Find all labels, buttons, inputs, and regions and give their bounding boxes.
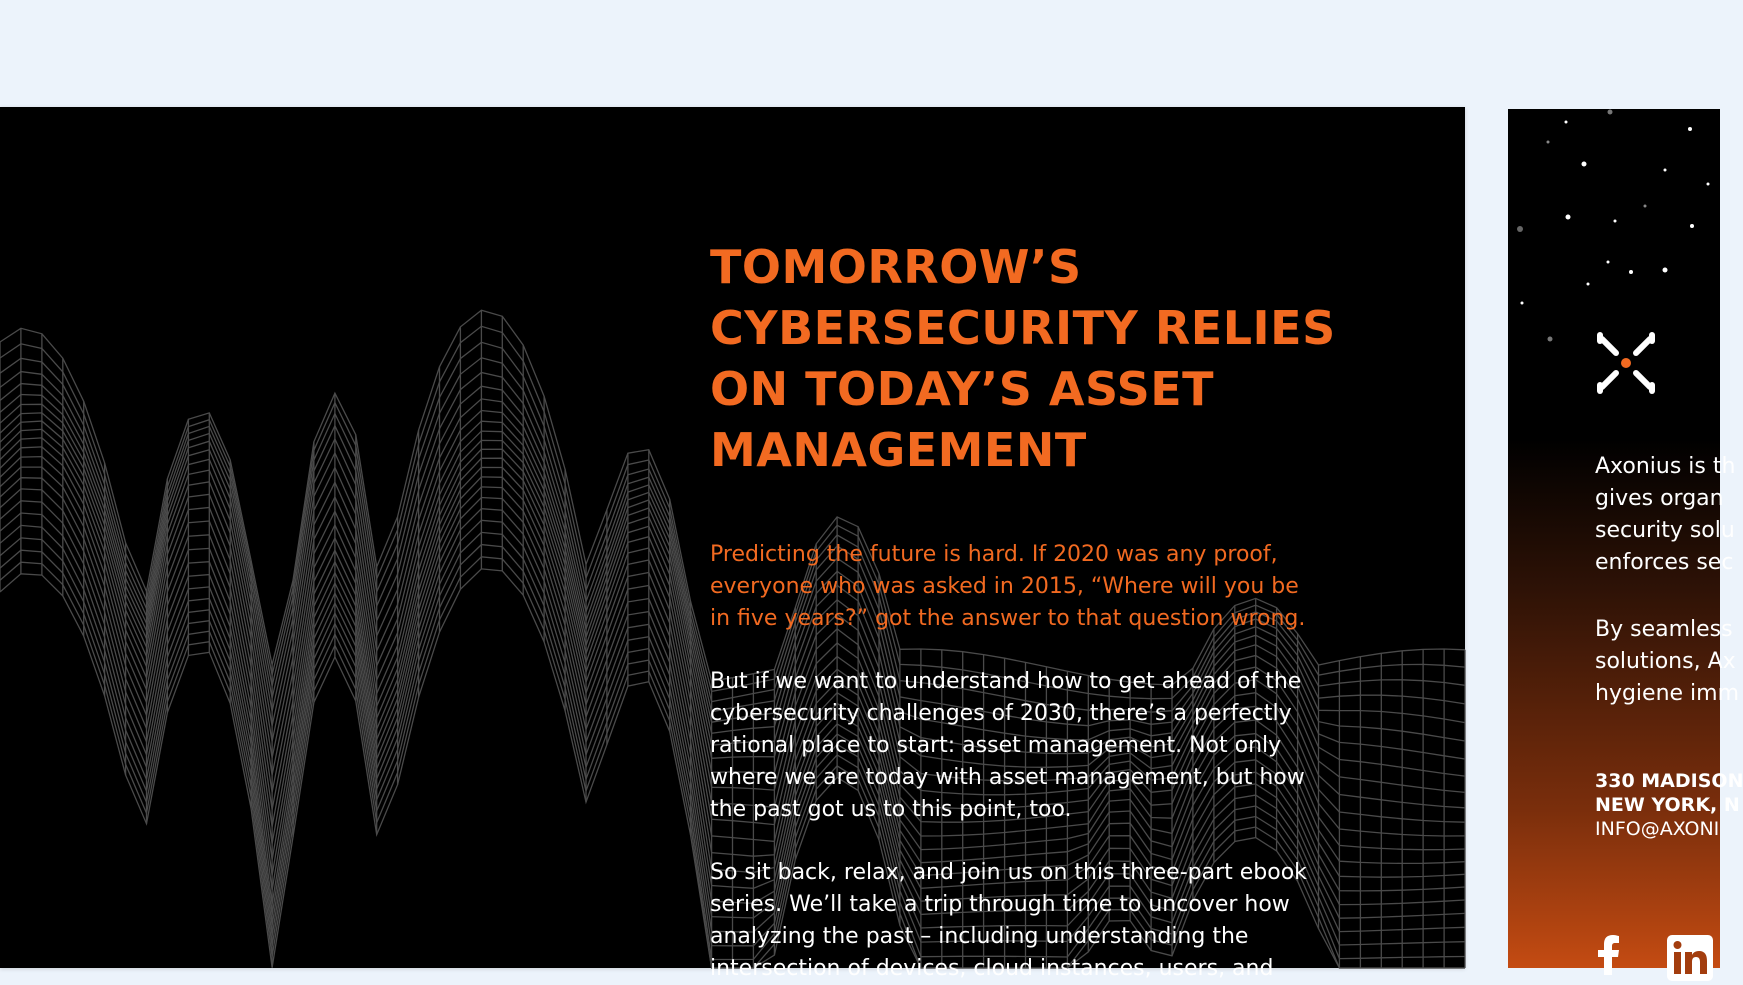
company-description — [1595, 451, 1735, 579]
axonius-logo-icon — [1594, 331, 1658, 395]
ebook-page-left — [0, 107, 1465, 981]
intro-paragraph: Predicting the future is hard. If 2020 was any proof, everyone who was asked in 2015, “Where will you be in five years?” got the answer to that question wrong. — [710, 542, 1306, 631]
address-city: NEW YORK, N — [1595, 794, 1740, 816]
company-value-line: solutions, Ax — [1595, 649, 1736, 674]
facebook-icon[interactable] — [1595, 935, 1621, 975]
body-paragraph-1: But if we want to understand how to get ahead of the cybersecurity challenges of 2030, there’s a perfectly rational place to start: asset management. Not only where we are today with asset management, but how the past got us to this point, too. — [710, 669, 1305, 822]
contact-block — [1595, 769, 1743, 841]
linkedin-icon[interactable] — [1667, 935, 1713, 981]
body-paragraph-2: So sit back, relax, and join us on this three-part ebook series. We’ll take a trip through time to uncover how analyzing the past – including understanding the intersection of devices, cloud instances, users, and — [710, 860, 1307, 981]
page-title: TOMORROW’S CYBERSECURITY RELIES ON TODAY’S ASSET MANAGEMENT — [710, 240, 1336, 477]
company-description-line: security solu — [1595, 518, 1735, 543]
address-street: 330 MADISON — [1595, 770, 1743, 792]
company-value-line: hygiene imm — [1595, 681, 1740, 706]
company-description-line: enforces sec — [1595, 550, 1734, 575]
contact-email[interactable]: INFO@AXONI — [1595, 818, 1720, 840]
company-description-line: gives organ — [1595, 486, 1724, 511]
company-description-line: Axonius is th — [1595, 454, 1736, 479]
company-value-line: By seamless — [1595, 617, 1733, 642]
ebook-page-right — [1508, 109, 1743, 968]
company-value-paragraph — [1595, 614, 1739, 710]
